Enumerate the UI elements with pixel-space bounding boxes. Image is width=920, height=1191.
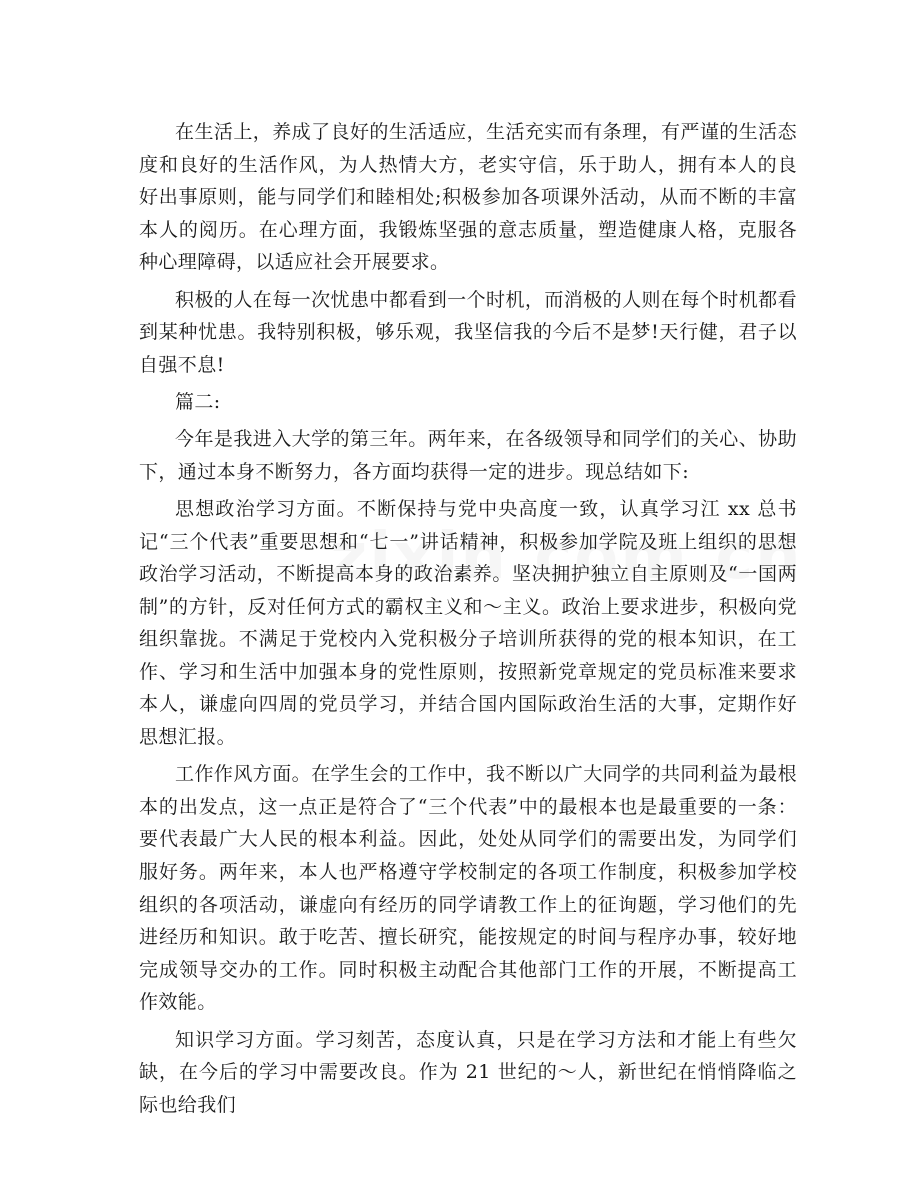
section-heading: 篇二: [175,390,221,413]
paragraph-knowledge-study: 知识学习方面。学习刻苦，态度认真，只是在学习方法和才能上有些欠缺，在今后的学习中需要改良。作为 21 世纪的～人，新世纪在悄悄降临之际也给我们 [139,1028,797,1116]
paragraph-political-study: 思想政治学习方面。不断保持与党中央高度一致，认真学习江 xx 总书记“三个代表”重要思想和“七一”讲话精神，积极参加学院及班上组织的思想政治学习活动，不断提高本身的政治素养。坚决拥护独立自主原则及“一国两制”的方针，反对任何方式的霸权主义和～主义。政治上要求进步，积极向党组织靠拢。不满足于党校内入党积极分子培训所获得的党的根本知识，在工作、学习和生活中加强本身的党性原则，按照新党章规定的党员标准来要求本人，谦虚向四周的党员学习，并结合国内国际政治生活的大事，定期作好思想汇报。 [139,497,797,749]
paragraph-work-style: 工作作风方面。在学生会的工作中，我不断以广大同学的共同利益为最根本的出发点，这一点正是符合了“三个代表”中的最根本也是最重要的一条：要代表最广大人民的根本利益。因此，处处从同学们的需要出发，为同学们服好务。两年来，本人也严格遵守学校制定的各项工作制度，积极参加学校组织的各项活动，谦虚向有经历的同学请教工作上的征询题，学习他们的先进经历和知识。敢于吃苦、擅长研究，能按规定的时间与程序办事，较好地完成领导交办的工作。同时积极主动配合其他部门工作的开展，不断提高工作效能。 [139,763,797,1014]
paragraph-intro: 今年是我进入大学的第三年。两年来，在各级领导和同学们的关心、协助下，通过本身不断努力，各方面均获得一定的进步。现总结如下: [139,428,797,483]
paragraph-optimism: 积极的人在每一次忧患中都看到一个时机，而消极的人则在每个时机都看到某种忧患。我特别积极，够乐观，我坚信我的今后不是梦!天行健，君子以自强不息! [139,288,797,376]
paragraph-life: 在生活上，养成了良好的生活适应，生活充实而有条理，有严谨的生活态度和良好的生活作风，为人热情大方，老实守信，乐于助人，拥有本人的良好出事原则，能与同学们和睦相处;积极参加各项课外活动，从而不断的丰富本人的阅历。在心理方面，我锻炼坚强的意志质量，塑造健康人格，克服各种心理障碍，以适应社会开展要求。 [139,121,797,274]
document-body [139,116,797,1126]
